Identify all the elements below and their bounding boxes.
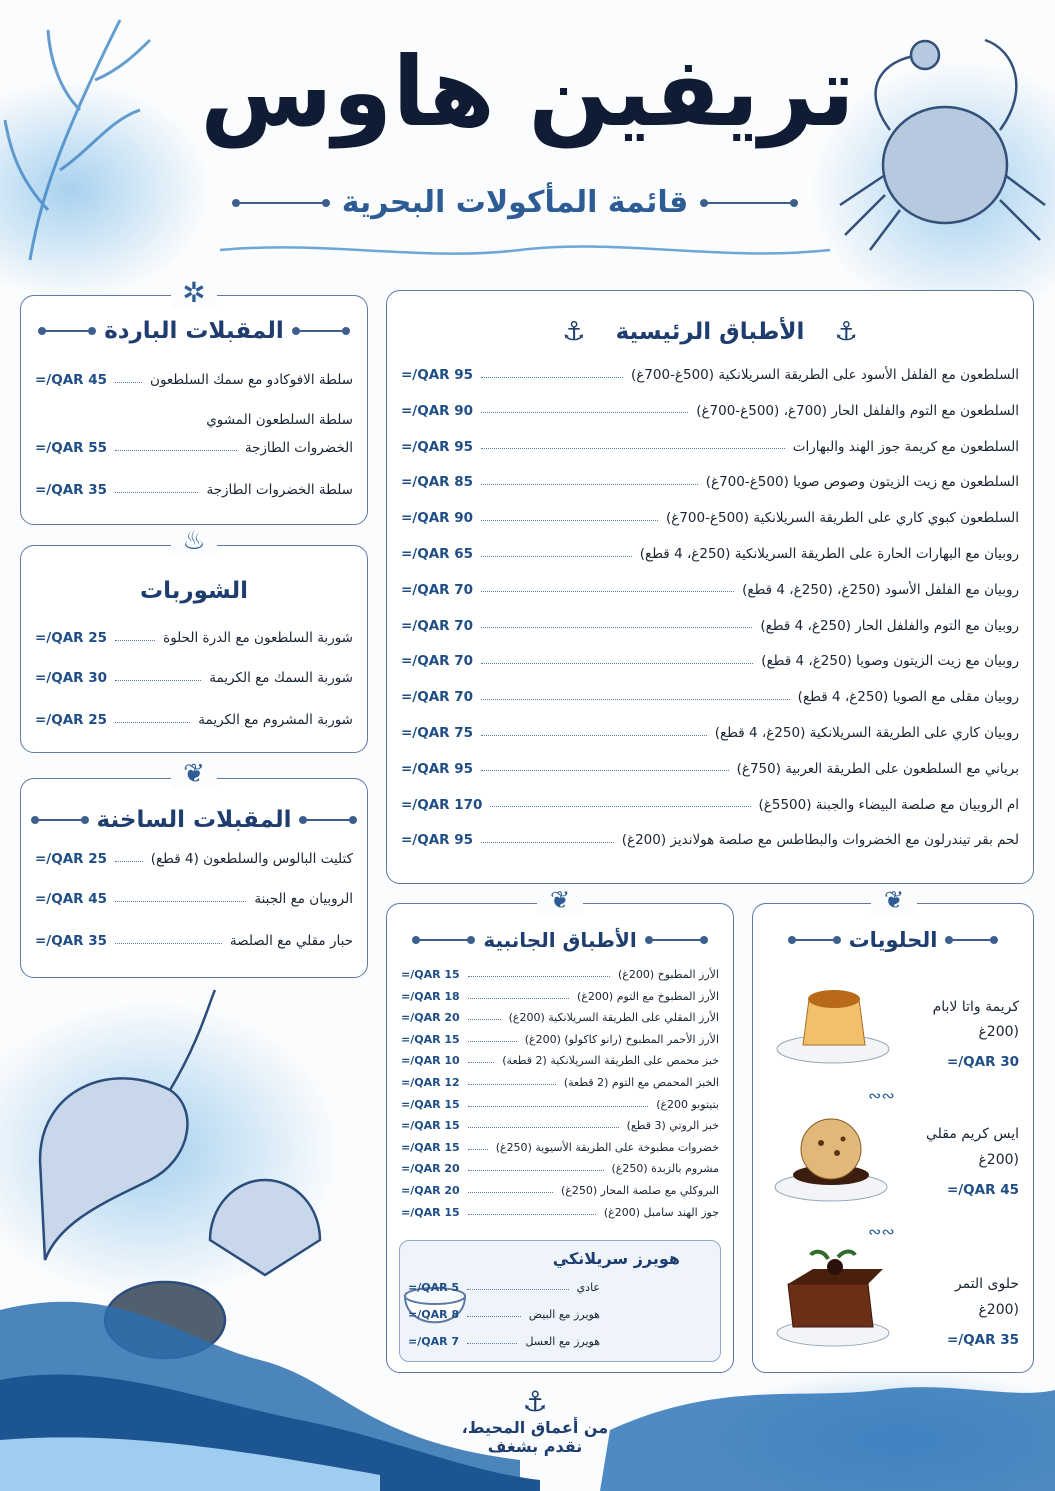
shell-icon: ❦ bbox=[171, 759, 217, 789]
dot-leader bbox=[481, 484, 698, 485]
dot-leader bbox=[468, 1106, 648, 1107]
menu-item-name: روبيان مع التوم والفلفل الحار (250غ، 4 قطع) bbox=[760, 617, 1019, 634]
menu-item: هويرز مع العسل =/QAR 7 bbox=[408, 1335, 600, 1348]
hoppers-box bbox=[399, 1240, 721, 1362]
hot-appetizers-card bbox=[20, 759, 368, 978]
menu-item-name: ام الروبيان مع صلصة البيضاء والجبنة (5500غ) bbox=[758, 796, 1019, 813]
menu-item bbox=[401, 403, 1019, 419]
dot-leader bbox=[468, 1041, 517, 1042]
menu-item bbox=[401, 1119, 719, 1132]
dot-leader bbox=[468, 976, 610, 977]
menu-item-name: خضروات مطبوخة على الطريقة الأسيوية (250غ) bbox=[495, 1140, 719, 1154]
menu-item-name: برياني مع السلطعون على الطريقة العربية (750غ) bbox=[736, 760, 1019, 777]
dot-leader bbox=[468, 1084, 556, 1085]
desserts-card bbox=[752, 886, 1034, 1373]
menu-item bbox=[401, 832, 1019, 848]
anchor-icon: ⚓ bbox=[834, 317, 858, 347]
dessert-price: =/QAR 35 bbox=[946, 1332, 1019, 1348]
menu-item bbox=[401, 1033, 719, 1046]
soups-card bbox=[20, 526, 368, 753]
soup-bowl-icon: ♨ bbox=[171, 526, 217, 556]
dot-leader bbox=[481, 699, 790, 700]
anchor-icon: ⚓ bbox=[522, 1385, 548, 1418]
menu-item-price: =/QAR 12 bbox=[401, 1076, 460, 1089]
footer-line-1: من أعماق المحيط، bbox=[461, 1418, 609, 1437]
shell-icon: ❦ bbox=[537, 886, 583, 914]
menu-item: شوربة السلطعون مع الدرة الحلوة =/QAR 25 bbox=[35, 630, 353, 646]
section-title: المقبلات الباردة bbox=[104, 318, 284, 344]
menu-item-price: =/QAR 70 bbox=[401, 653, 474, 670]
side-dishes-card bbox=[386, 886, 734, 1373]
hoppers-title: هويرز سريلانكي bbox=[552, 1249, 680, 1268]
dot-leader bbox=[481, 627, 752, 628]
dot-leader bbox=[468, 1062, 495, 1063]
menu-item bbox=[401, 618, 1019, 634]
menu-item-name: خبز محمص على الطريقة السريلانكية (2 قطعة) bbox=[502, 1054, 719, 1068]
menu-item-name: روبيان مع الفلفل الأسود (250غ، (250غ، 4 قطع) bbox=[742, 581, 1019, 598]
menu-item-price: =/QAR 65 bbox=[401, 546, 474, 562]
section-title: الأطباق الجانبية bbox=[483, 928, 637, 952]
ornament-divider: ∾∾ bbox=[868, 1222, 895, 1241]
menu-item-price: =/QAR 90 bbox=[401, 402, 474, 419]
menu-item-price: =/QAR 15 bbox=[401, 1032, 460, 1046]
menu-item bbox=[401, 474, 1019, 490]
menu-item bbox=[401, 689, 1019, 705]
dot-leader bbox=[468, 1192, 553, 1193]
menu-item-name: السلطعون مع التوم والفلفل الحار (700غ، (500غ-700غ) bbox=[696, 402, 1019, 419]
dot-leader bbox=[481, 842, 614, 843]
subtitle-row bbox=[230, 185, 800, 220]
dessert-name: حلوى التمر bbox=[954, 1276, 1019, 1292]
section-title: الأطباق الرئيسية bbox=[615, 319, 805, 345]
dessert-price: =/QAR 30 bbox=[946, 1054, 1019, 1070]
menu-item-name: جوز الهند سامبل (200غ) bbox=[603, 1205, 719, 1219]
dot-leader bbox=[481, 735, 707, 736]
menu-item-price: =/QAR 70 bbox=[401, 581, 474, 598]
menu-item-price: =/QAR 75 bbox=[401, 725, 474, 741]
menu-item: سلطة الخضروات الطازجة =/QAR 35 bbox=[35, 482, 353, 498]
dot-leader bbox=[468, 1214, 596, 1215]
menu-item-name: الخبز المحمص مع التوم (2 قطعة) bbox=[563, 1076, 719, 1089]
menu-item-name: الأرز المطبوخ (200غ) bbox=[618, 968, 719, 981]
menu-item bbox=[401, 582, 1019, 598]
menu-item-name-line1: سلطة السلطعون المشوي bbox=[206, 412, 353, 428]
menu-item-name: السلطعون كبوي كاري على الطريقة السريلانكية (500غ-700غ) bbox=[665, 510, 1019, 527]
menu-item: كتليت البالوس والسلطعون (4 قطع) =/QAR 25 bbox=[35, 851, 353, 867]
page-subtitle: قائمة المأكولات البحرية bbox=[341, 185, 689, 220]
menu-item-name: الأرز الأحمر المطبوخ (رانو كاكولو) (200غ) bbox=[524, 1032, 719, 1046]
section-title: الشوربات bbox=[140, 578, 248, 604]
restaurant-title: تريفين هاوس bbox=[200, 36, 855, 148]
footer bbox=[440, 1385, 630, 1456]
menu-item-name: الأرز المطبوخ مع التوم (200غ) bbox=[577, 989, 719, 1003]
section-title: المقبلات الساخنة bbox=[96, 807, 292, 833]
menu-item-name: خبز الروتي (3 قطع) bbox=[626, 1119, 719, 1133]
menu-item-price: =/QAR 95 bbox=[401, 438, 474, 455]
menu-item: شوربة المشروم مع الكريمة =/QAR 25 bbox=[35, 712, 353, 728]
caramel-pudding-image bbox=[773, 979, 893, 1069]
menu-item-price: =/QAR 20 bbox=[401, 1011, 460, 1025]
menu-item-price: =/QAR 95 bbox=[401, 367, 474, 383]
menu-item-name: روبيان مقلى مع الصويا (250غ، 4 قطع) bbox=[797, 689, 1019, 706]
menu-item: سلطة الافوكادو مع سمك السلطعون =/QAR 45 bbox=[35, 372, 353, 388]
dot-leader bbox=[481, 556, 632, 557]
dot-leader bbox=[481, 591, 734, 592]
menu-item-name: السلطعون مع الفلفل الأسود على الطريقة السريلانكية (500غ-700غ) bbox=[630, 367, 1019, 383]
main-dishes-card bbox=[386, 290, 1034, 884]
dessert-weight: (200غ bbox=[978, 1302, 1019, 1318]
menu-item bbox=[401, 725, 1019, 741]
divider-left bbox=[704, 202, 794, 204]
menu-item bbox=[401, 1054, 719, 1067]
menu-item bbox=[401, 797, 1019, 813]
coral-icon: ✲ bbox=[171, 276, 217, 309]
menu-item-name: السلطعون مع كريمة جوز الهند والبهارات bbox=[792, 438, 1019, 455]
menu-item-price: =/QAR 15 bbox=[401, 1119, 460, 1133]
dot-leader bbox=[481, 520, 658, 521]
menu-item-price: =/QAR 90 bbox=[401, 510, 474, 527]
menu-item: الروبيان مع الجبنة =/QAR 45 bbox=[35, 891, 353, 907]
menu-item bbox=[401, 1076, 719, 1089]
footer-line-2: نقدم بشغف bbox=[487, 1437, 583, 1456]
menu-item bbox=[401, 367, 1019, 383]
dessert-weight: (200غ bbox=[978, 1152, 1019, 1168]
menu-item-price: =/QAR 95 bbox=[401, 760, 474, 777]
dot-leader bbox=[468, 1149, 488, 1150]
menu-item bbox=[401, 1184, 719, 1197]
menu-item-name: مشروم بالزبدة (250غ) bbox=[611, 1162, 719, 1176]
menu-item-price: =/QAR 70 bbox=[401, 617, 474, 634]
cold-appetizers-card bbox=[20, 276, 368, 525]
fried-ice-cream-image bbox=[771, 1109, 891, 1204]
menu-item: الخضروات الطازجة =/QAR 55 bbox=[35, 440, 353, 456]
menu-item-price: =/QAR 15 bbox=[401, 1205, 460, 1219]
dot-leader bbox=[481, 412, 688, 413]
divider-right bbox=[236, 202, 326, 204]
menu-item-name: السلطعون مع زيت الزيتون وصوص صويا (500غ-700غ) bbox=[705, 474, 1019, 491]
menu-item-name: روبيان مع البهارات الحارة على الطريقة السريلانكية (250غ، 4 قطع) bbox=[639, 546, 1019, 562]
menu-item: حبار مقلي مع الصلصة =/QAR 35 bbox=[35, 933, 353, 949]
menu-item-price: =/QAR 18 bbox=[401, 989, 460, 1003]
header bbox=[0, 36, 1055, 148]
section-title: الحلويات bbox=[848, 928, 938, 952]
menu-item-name: لحم بقر تيندرلون مع الخضروات والبطاطس مع صلصة هولانديز (200غ) bbox=[621, 832, 1019, 849]
dot-leader bbox=[468, 1127, 619, 1128]
date-cake-image bbox=[773, 1249, 893, 1349]
menu-item bbox=[401, 510, 1019, 526]
shell-icon: ❦ bbox=[871, 886, 917, 914]
dessert-weight: (200غ bbox=[978, 1024, 1019, 1040]
menu-item bbox=[401, 1098, 719, 1111]
menu-item-price: =/QAR 95 bbox=[401, 832, 474, 849]
menu-item bbox=[401, 968, 719, 981]
menu-item bbox=[401, 1206, 719, 1219]
menu-item bbox=[401, 653, 1019, 669]
dessert-name: ايس كريم مقلي bbox=[925, 1126, 1019, 1142]
menu-item bbox=[401, 546, 1019, 562]
menu-item bbox=[401, 1162, 719, 1175]
menu-item: هويرز مع البيض =/QAR 8 bbox=[408, 1308, 600, 1321]
menu-item-name: البروكلي مع صلصة المحار (250غ) bbox=[561, 1184, 719, 1197]
menu-item-name: الأرز المقلي على الطريقة السريلانكية (200غ) bbox=[508, 1011, 719, 1025]
menu-item bbox=[401, 1011, 719, 1024]
menu-item-name: روبيان مع زيت الزيتون وصويا (250غ، 4 قطع) bbox=[761, 653, 1019, 670]
menu-item: عادي =/QAR 5 bbox=[408, 1281, 600, 1294]
dessert-name: كريمة واتا لابام bbox=[932, 999, 1019, 1015]
ornament-divider: ∾∾ bbox=[868, 1086, 895, 1105]
dot-leader bbox=[481, 448, 785, 449]
dot-leader bbox=[468, 1170, 604, 1171]
menu-item-price: =/QAR 20 bbox=[401, 1162, 460, 1176]
menu-item bbox=[401, 1141, 719, 1154]
dot-leader bbox=[468, 998, 569, 999]
menu-item bbox=[401, 990, 719, 1003]
menu-item bbox=[401, 439, 1019, 455]
menu-item-price: =/QAR 10 bbox=[401, 1054, 460, 1068]
menu-item: شوربة السمك مع الكريمة =/QAR 30 bbox=[35, 670, 353, 686]
dot-leader bbox=[481, 770, 729, 771]
menu-item bbox=[401, 761, 1019, 777]
menu-item-name: روبيان كاري على الطريقة السريلانكية (250غ، 4 قطع) bbox=[714, 725, 1019, 741]
anchor-icon: ⚓ bbox=[562, 317, 586, 347]
menu-item-price: =/QAR 20 bbox=[401, 1184, 460, 1197]
dot-leader bbox=[481, 663, 753, 664]
menu-item-price: =/QAR 15 bbox=[401, 1097, 460, 1111]
menu-item-name: بتيتوبو 200غ) bbox=[656, 1097, 719, 1111]
dot-leader bbox=[490, 806, 750, 807]
menu-item-price: =/QAR 15 bbox=[401, 968, 460, 981]
dot-leader bbox=[468, 1019, 501, 1020]
dessert-price: =/QAR 45 bbox=[946, 1182, 1019, 1198]
dot-leader bbox=[481, 377, 623, 378]
menu-item-price: =/QAR 170 bbox=[401, 796, 483, 813]
menu-item-price: =/QAR 15 bbox=[401, 1140, 460, 1154]
menu-item-price: =/QAR 70 bbox=[401, 689, 474, 706]
menu-item-price: =/QAR 85 bbox=[401, 474, 474, 491]
